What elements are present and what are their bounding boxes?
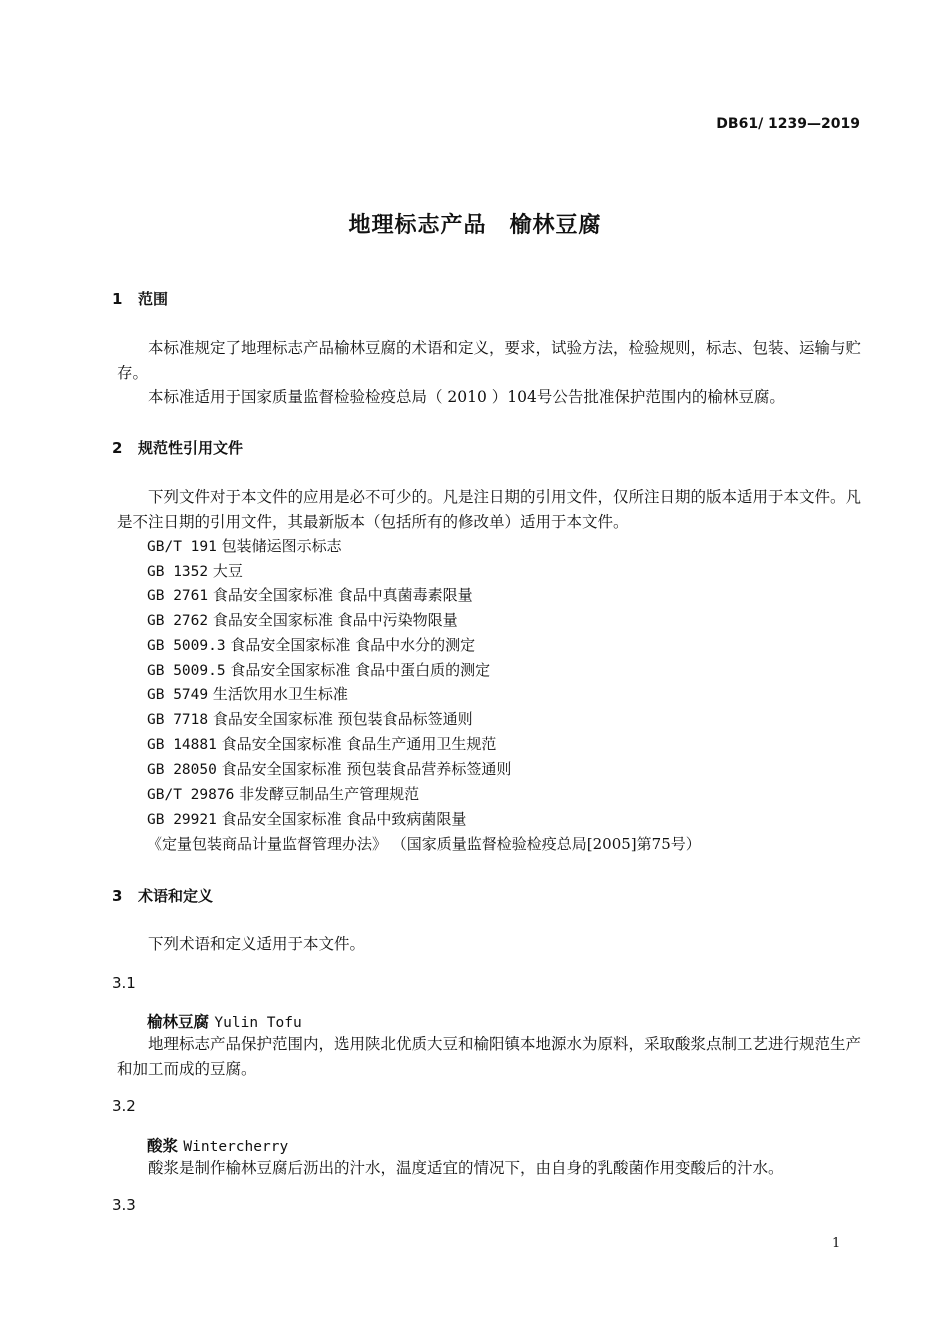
reference-code: GB 5749 bbox=[147, 687, 209, 703]
reference-item bbox=[147, 559, 243, 585]
document-title: 地理标志产品 榆林豆腐 bbox=[348, 213, 602, 238]
term-number: 3.3 bbox=[112, 1196, 136, 1214]
reference-code: GB 28050 bbox=[147, 762, 217, 778]
section-number: 1 bbox=[112, 290, 123, 308]
section-title: 规范性引用文件 bbox=[138, 439, 244, 457]
section-title: 范围 bbox=[138, 290, 169, 308]
section-number: 3 bbox=[112, 887, 123, 905]
paragraph: 本标准适用于国家质量监督检验检疫总局（ 2010 ）104号公告批准保护范围内的榆林豆腐。 bbox=[148, 388, 785, 406]
reference-title: 包装储运图示标志 bbox=[221, 537, 342, 555]
reference-code: GB 29921 bbox=[147, 812, 217, 828]
reference-title: 生活饮用水卫生标准 bbox=[212, 685, 348, 703]
reference-code: GB 2761 bbox=[147, 588, 209, 604]
reference-code: GB 1352 bbox=[147, 564, 209, 580]
reference-item bbox=[147, 707, 473, 733]
term-number: 3.1 bbox=[112, 974, 136, 992]
term-en: Yulin Tofu bbox=[214, 1015, 302, 1031]
reference-code: GB 2762 bbox=[147, 613, 209, 629]
reference-title: 食品安全国家标准 预包装食品标签通则 bbox=[212, 710, 473, 728]
reference-code: GB 14881 bbox=[147, 737, 217, 753]
reference-item-regulation: 《定量包装商品计量监督管理办法》 （国家质量监督检验检疫总局[2005]第75号） bbox=[147, 835, 701, 853]
term-zh: 酸浆 bbox=[147, 1136, 179, 1155]
reference-item bbox=[147, 732, 496, 758]
term-zh: 榆林豆腐 bbox=[147, 1012, 210, 1031]
reference-item bbox=[147, 757, 511, 783]
paragraph: 下列文件对于本文件的应用是必不可少的。凡是注日期的引用文件，仅所注日期的版本适用于本文件。凡是不注日期的引用文件，其最新版本（包括所有的修改单）适用于本文件。 bbox=[117, 488, 862, 531]
section-1-heading bbox=[112, 288, 168, 309]
reference-title: 食品安全国家标准 食品中真菌毒素限量 bbox=[212, 586, 473, 604]
reference-title: 大豆 bbox=[212, 562, 243, 580]
reference-item bbox=[147, 534, 342, 560]
paragraph: 本标准规定了地理标志产品榆林豆腐的术语和定义，要求，试验方法，检验规则，标志、包装、运输与贮存。 bbox=[117, 339, 862, 382]
reference-title: 食品安全国家标准 食品中水分的测定 bbox=[230, 636, 476, 654]
reference-code: GB 7718 bbox=[147, 712, 209, 728]
term-definition: 酸浆是制作榆林豆腐后沥出的汁水，温度适宜的情况下，由自身的乳酸菌作用变酸后的汁水。 bbox=[148, 1159, 784, 1177]
reference-title: 食品安全国家标准 食品中致病菌限量 bbox=[221, 810, 467, 828]
section-number: 2 bbox=[112, 439, 123, 457]
term-number: 3.2 bbox=[112, 1097, 136, 1115]
reference-code: GB/T 191 bbox=[147, 539, 217, 555]
reference-title: 食品安全国家标准 预包装食品营养标签通则 bbox=[221, 760, 512, 778]
reference-item bbox=[147, 658, 490, 684]
reference-code: GB 5009.5 bbox=[147, 663, 226, 679]
reference-item bbox=[147, 583, 473, 609]
reference-item bbox=[147, 608, 458, 634]
standard-number: DB61/ 1239—2019 bbox=[716, 116, 860, 132]
reference-item bbox=[147, 633, 475, 659]
reference-title: 食品安全国家标准 食品中污染物限量 bbox=[212, 611, 458, 629]
term-definition: 地理标志产品保护范围内，选用陕北优质大豆和榆阳镇本地源水为原料，采取酸浆点制工艺进行规范生产和加工而成的豆腐。 bbox=[117, 1035, 862, 1078]
reference-title: 非发酵豆制品生产管理规范 bbox=[239, 785, 420, 803]
reference-code: GB 5009.3 bbox=[147, 638, 226, 654]
reference-item bbox=[147, 682, 348, 708]
term-heading bbox=[147, 1010, 302, 1032]
reference-code: GB/T 29876 bbox=[147, 787, 235, 803]
section-3-heading bbox=[112, 885, 213, 906]
section-2-heading bbox=[112, 437, 243, 458]
paragraph: 下列术语和定义适用于本文件。 bbox=[148, 935, 366, 953]
page-number: 1 bbox=[832, 1236, 841, 1251]
term-en: Wintercherry bbox=[183, 1139, 289, 1155]
section-title: 术语和定义 bbox=[138, 887, 214, 905]
reference-title: 食品安全国家标准 食品中蛋白质的测定 bbox=[230, 661, 491, 679]
term-heading bbox=[147, 1134, 288, 1156]
reference-item bbox=[147, 782, 419, 808]
reference-title: 食品安全国家标准 食品生产通用卫生规范 bbox=[221, 735, 497, 753]
reference-item bbox=[147, 807, 466, 833]
